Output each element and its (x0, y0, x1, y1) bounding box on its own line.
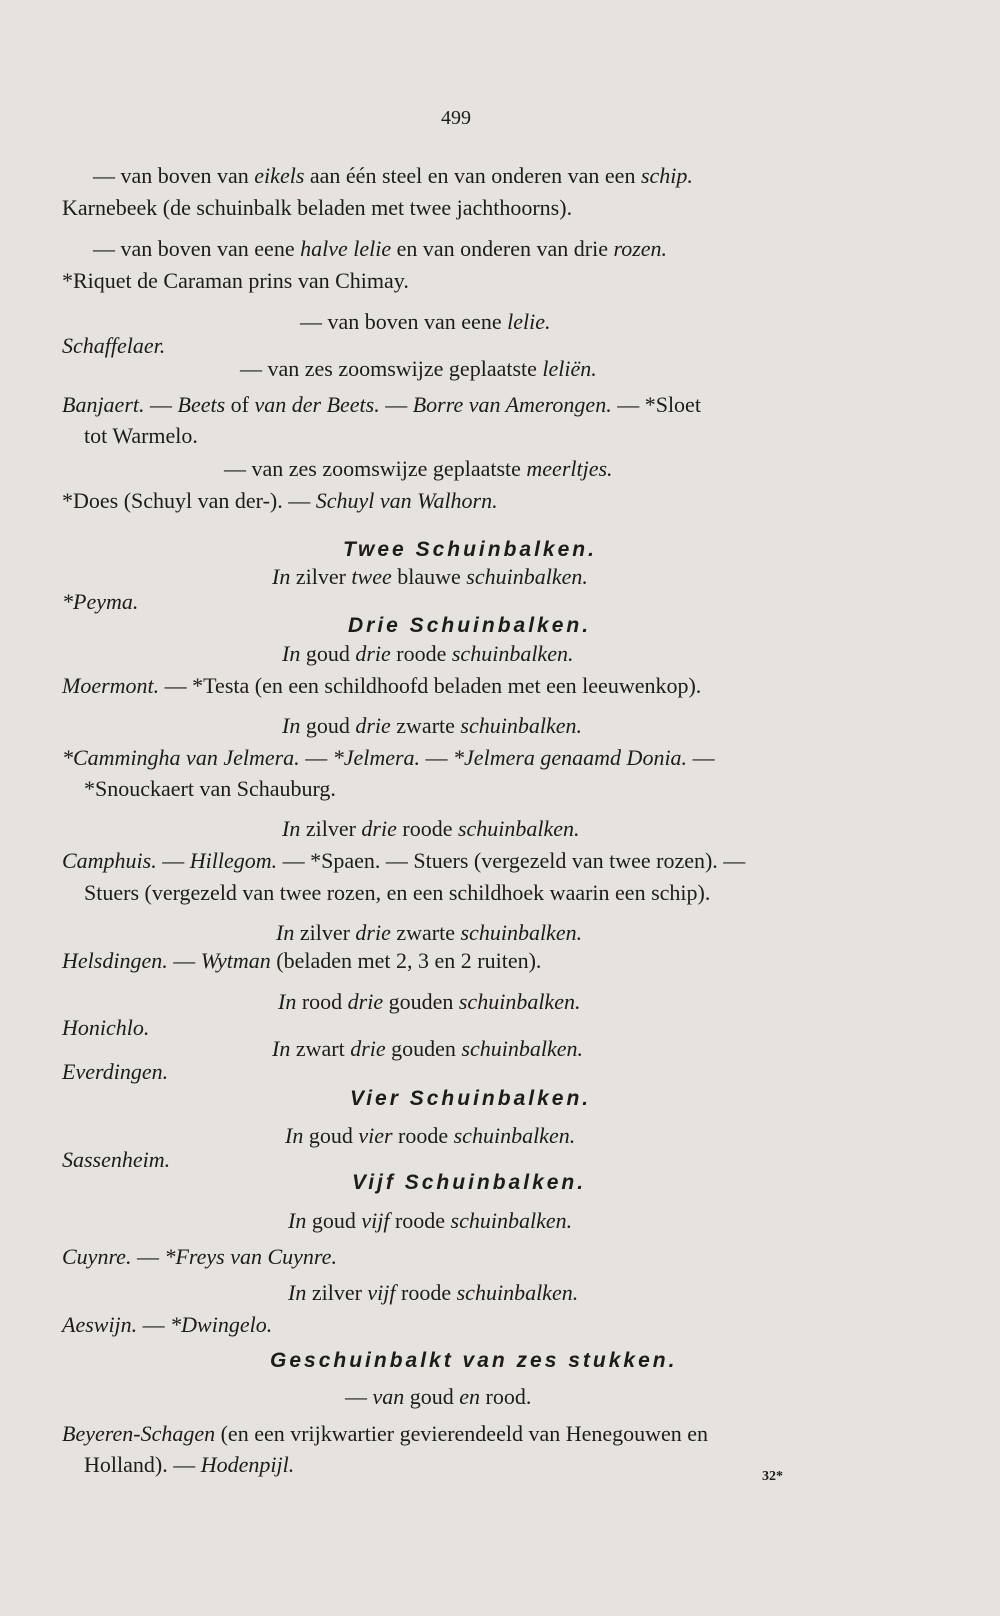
italic-text: schuinbalken. (456, 1280, 579, 1305)
section-heading: Twee Schuinbalken. (343, 538, 597, 561)
text-span: goud (300, 641, 356, 666)
text-span: goud (404, 1384, 460, 1409)
text-line (288, 1208, 572, 1234)
text-line (62, 1147, 170, 1173)
italic-text: *Jelmera genaamd Donia. (453, 745, 688, 770)
italic-text: schuinbalken. (458, 989, 581, 1014)
text-line (84, 1452, 294, 1478)
italic-text: In (276, 920, 295, 945)
text-span: roode (389, 1208, 451, 1233)
text-line (84, 880, 710, 906)
text-line (62, 948, 541, 974)
italic-text: Sassenheim. (62, 1147, 171, 1172)
text-span: roode (395, 1280, 457, 1305)
text-span: zilver (306, 1280, 368, 1305)
italic-text: schuinbalken. (451, 641, 574, 666)
text-line (84, 423, 198, 449)
text-line (62, 392, 701, 418)
italic-text: drie (361, 816, 397, 841)
text-span: — *Spaen. — Stuers (vergezeld van twee rozen). — (277, 848, 746, 873)
text-line (272, 564, 588, 590)
text-span: goud (303, 1123, 359, 1148)
text-line (84, 776, 336, 802)
italic-text: In (288, 1208, 307, 1233)
italic-text: *Cammingha van Jelmera. (62, 745, 300, 770)
text-line (62, 1244, 337, 1270)
text-line (62, 589, 138, 615)
italic-text: lelie. (507, 309, 551, 334)
text-line (276, 920, 582, 946)
text-line (224, 456, 613, 482)
italic-text: vijf (361, 1208, 390, 1233)
text-span: — (420, 745, 454, 770)
text-span: roode (396, 816, 458, 841)
text-line (62, 195, 572, 221)
italic-text: Banjaert. (62, 392, 145, 417)
text-span: goud (306, 1208, 362, 1233)
italic-text: twee (351, 564, 392, 589)
text-span: — (345, 1384, 373, 1409)
text-span: — (137, 1312, 171, 1337)
italic-text: drie (347, 989, 384, 1014)
italic-text: van (372, 1384, 405, 1409)
text-line (62, 268, 409, 294)
italic-text: Honichlo. (62, 1015, 150, 1040)
text-span: zilver (290, 564, 352, 589)
italic-text: Hillegom. (189, 848, 278, 873)
italic-text: vijf (367, 1280, 396, 1305)
text-span: — (131, 1244, 165, 1269)
italic-text: Cuynre. (62, 1244, 132, 1269)
italic-text: schuinbalken. (461, 1036, 583, 1061)
text-line (62, 488, 498, 514)
italic-text: Helsdingen. (62, 948, 168, 973)
section-heading: Geschuinbalkt van zes stukken. (270, 1349, 678, 1372)
italic-text: Borre van Amerongen. (412, 392, 612, 417)
italic-text: Camphuis. (62, 848, 157, 873)
text-span: zwarte (390, 920, 461, 945)
text-span: — *Testa (en een schildhoofd beladen met een leeuwenkop). (159, 673, 702, 698)
text-span: (beladen met 2, 3 en 2 ruiten). (270, 948, 542, 973)
text-line (240, 356, 597, 382)
text-span: roode (392, 1123, 454, 1148)
text-span: rood. (480, 1384, 532, 1409)
text-span: Karnebeek (de schuinbalk beladen met twee jachthoorns). (62, 195, 573, 220)
printer-signature: 32* (762, 1469, 783, 1484)
page-number: 499 (441, 107, 471, 129)
italic-text: leliën. (542, 356, 597, 381)
italic-text: halve lelie (300, 236, 392, 261)
text-line (62, 1059, 168, 1085)
text-line (62, 1312, 272, 1338)
text-line (62, 1421, 708, 1447)
text-line (278, 989, 580, 1015)
italic-text: Wytman (200, 948, 271, 973)
text-span: — (379, 392, 413, 417)
italic-text: Schaffelaer. (62, 333, 166, 358)
text-line (282, 641, 573, 667)
text-line (93, 236, 667, 262)
text-span: zilver (294, 920, 356, 945)
text-span: — (144, 392, 178, 417)
text-line (93, 163, 693, 189)
italic-text: en (459, 1384, 481, 1409)
text-span: — *Sloet (611, 392, 701, 417)
text-span: — (167, 948, 201, 973)
text-span: — van boven van eene (300, 309, 508, 334)
text-line (62, 848, 745, 874)
italic-text: van der Beets. (254, 392, 380, 417)
text-line (282, 713, 582, 739)
text-line (62, 333, 165, 359)
text-span: — van zes zoomswijze geplaatste (224, 456, 527, 481)
italic-text: In (282, 713, 301, 738)
italic-text: schuinbalken. (453, 1123, 576, 1148)
italic-text: eikels (254, 163, 305, 188)
italic-text: *Peyma. (62, 589, 139, 614)
text-span: zwart (290, 1036, 351, 1061)
italic-text: In (282, 641, 301, 666)
section-heading: Vier Schuinbalken. (350, 1087, 592, 1110)
italic-text: meerltjes. (526, 456, 613, 481)
text-span: zwarte (390, 713, 461, 738)
italic-text: rozen. (613, 236, 668, 261)
italic-text: *Freys van Cuynre. (164, 1244, 337, 1269)
text-span: — (687, 745, 715, 770)
text-span: Stuers (vergezeld van twee rozen, en een schildhoek waarin een schip). (84, 880, 711, 905)
text-span: Holland). — (84, 1452, 201, 1477)
italic-text: Hodenpijl. (200, 1452, 295, 1477)
text-line (62, 745, 715, 771)
text-line (282, 816, 580, 842)
text-span: goud (300, 713, 356, 738)
text-span: zilver (300, 816, 362, 841)
text-span: — van boven van (93, 163, 255, 188)
italic-text: Beets (177, 392, 226, 417)
italic-text: Everdingen. (62, 1059, 169, 1084)
italic-text: schuinbalken. (460, 713, 582, 738)
text-span: tot Warmelo. (84, 423, 198, 448)
italic-text: drie (350, 1036, 386, 1061)
text-span: — (299, 745, 333, 770)
italic-text: drie (355, 641, 391, 666)
italic-text: drie (355, 920, 391, 945)
italic-text: In (272, 1036, 291, 1061)
text-line (62, 673, 701, 699)
italic-text: schuinbalken. (450, 1208, 573, 1233)
text-span: — van boven van eene (93, 236, 301, 261)
text-span: (en een vrijkwartier gevierendeeld van Henegouwen en (215, 1421, 709, 1446)
text-line (300, 309, 550, 335)
italic-text: In (272, 564, 291, 589)
section-heading: Vijf Schuinbalken. (352, 1171, 587, 1194)
text-span: en van onderen van drie (391, 236, 614, 261)
italic-text: schuinbalken. (460, 920, 583, 945)
italic-text: Schuyl van Walhorn. (315, 488, 498, 513)
italic-text: vier (358, 1123, 393, 1148)
italic-text: schip. (640, 163, 693, 188)
text-span: roode (390, 641, 452, 666)
text-span: *Does (Schuyl van der-). — (62, 488, 316, 513)
text-span: — van zes zoomswijze geplaatste (240, 356, 543, 381)
italic-text: In (285, 1123, 304, 1148)
text-span: gouden (385, 1036, 462, 1061)
text-line (288, 1280, 578, 1306)
italic-text: In (282, 816, 301, 841)
italic-text: In (278, 989, 297, 1014)
text-span: — (156, 848, 190, 873)
text-line (285, 1123, 575, 1149)
italic-text: Aeswijn. (62, 1312, 138, 1337)
italic-text: Beyeren-Schagen (62, 1421, 216, 1446)
text-span: of (225, 392, 255, 417)
text-line (272, 1036, 583, 1062)
text-span: *Snouckaert van Schauburg. (84, 776, 336, 801)
text-span: *Riquet de Caraman prins van Chimay. (62, 268, 409, 293)
text-line (62, 1015, 149, 1041)
italic-text: *Jelmera. (332, 745, 421, 770)
text-span: rood (296, 989, 348, 1014)
italic-text: Moermont. (62, 673, 160, 698)
italic-text: In (288, 1280, 307, 1305)
text-span: gouden (383, 989, 459, 1014)
text-span: aan één steel en van onderen van een (304, 163, 641, 188)
italic-text: schuinbalken. (466, 564, 588, 589)
text-line (345, 1384, 531, 1410)
italic-text: schuinbalken. (457, 816, 580, 841)
italic-text: *Dwingelo. (170, 1312, 273, 1337)
italic-text: drie (355, 713, 391, 738)
section-heading: Drie Schuinbalken. (348, 614, 592, 637)
text-span: blauwe (391, 564, 467, 589)
